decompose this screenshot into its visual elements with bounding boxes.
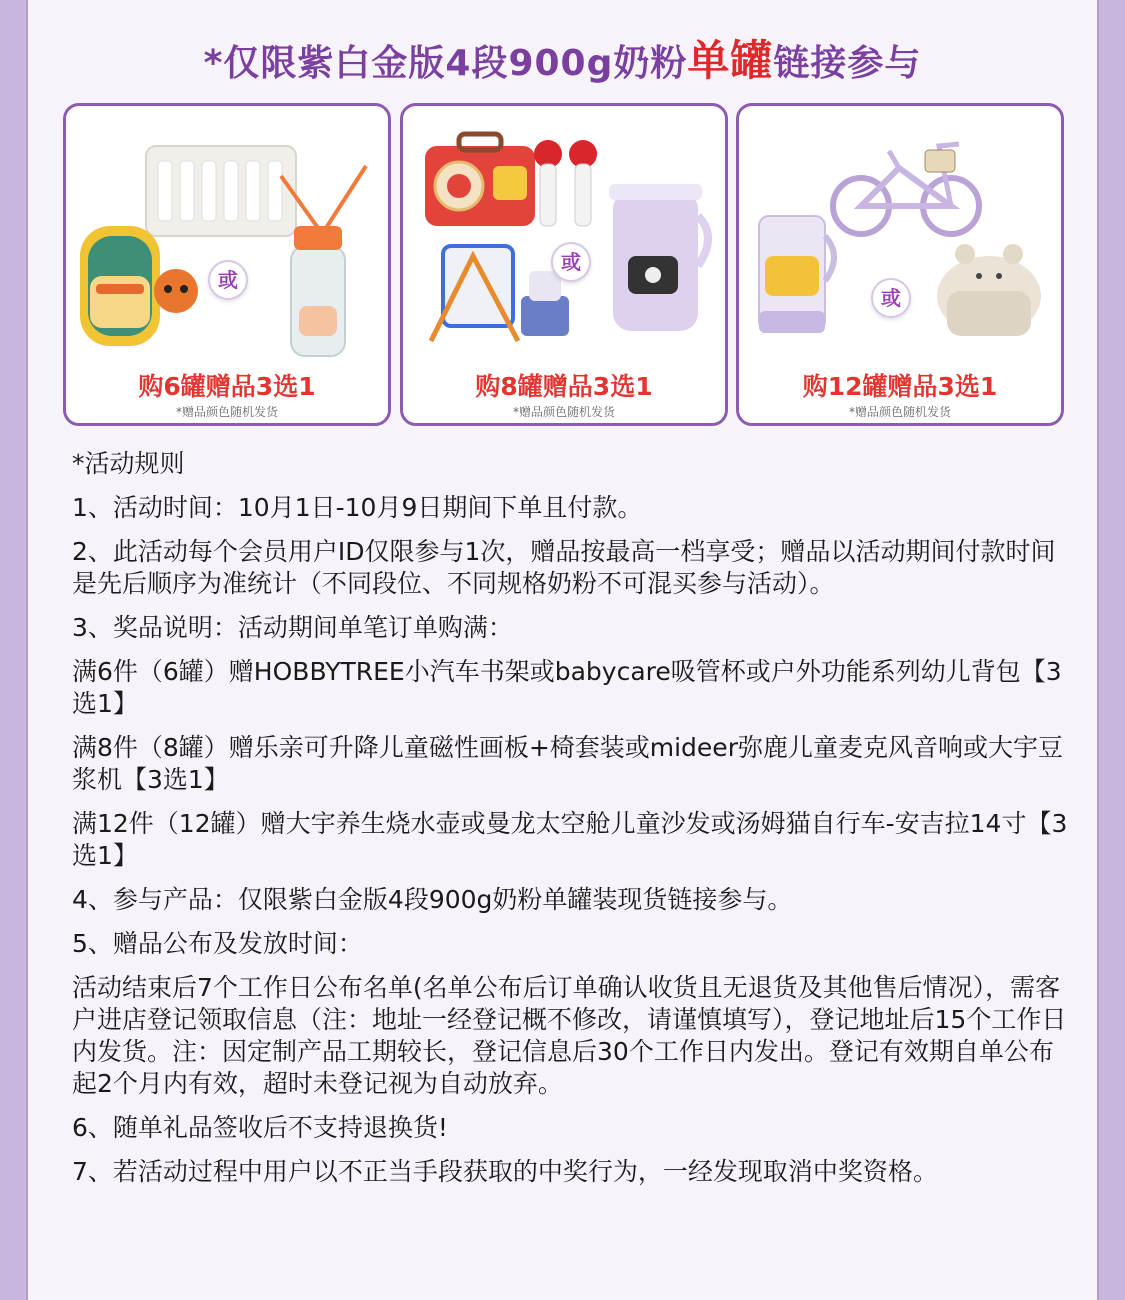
gift-card-8[interactable] <box>400 103 728 426</box>
rule-item: 满12件（12罐）赠大宇养生烧水壶或曼龙太空舱儿童沙发或汤姆猫自行车-安吉拉14寸【3选1】 <box>72 809 1068 870</box>
card-title: 购12罐赠品3选1 <box>802 372 998 401</box>
backpack-cup-shelf-image <box>66 106 388 366</box>
rules-title: *活动规则 <box>72 449 185 478</box>
page-title <box>0 28 1125 88</box>
or-badge: 或 <box>208 260 248 300</box>
card-title: 购8罐赠品3选1 <box>475 372 653 401</box>
title-suffix: 链接参与 <box>773 43 922 84</box>
or-badge: 或 <box>551 242 591 282</box>
rule-item: 活动结束后7个工作日公布名单(名单公布后订单确认收货且无退货及其他售后情况），需客户进店登记领取信息（注：地址一经登记概不修改，请谨慎填写），登记地址后15个工作日内发货。注：因定制产品工期较长，登记信息后30个工作日内发出。登记有效期自单公布起2个月内有效，超时未登记视为自动放弃。 <box>72 973 1067 1098</box>
rule-item: 3、奖品说明：活动期间单笔订单购满： <box>72 613 513 642</box>
card-note: *赠品颜色随机发货 <box>175 405 278 419</box>
rule-item: 满8件（8罐）赠乐亲可升降儿童磁性画板+椅套装或mideer弥鹿儿童麦克风音响或大宇豆浆机【3选1】 <box>72 733 1063 794</box>
gift-card-6[interactable] <box>63 103 391 426</box>
card-note: *赠品颜色随机发货 <box>512 405 615 419</box>
or-badge: 或 <box>871 278 911 318</box>
rule-item: 7、若活动过程中用户以不正当手段获取的中奖行为，一经发现取消中奖资格。 <box>72 1157 938 1186</box>
card-note: *赠品颜色随机发货 <box>848 405 951 419</box>
title-prefix: *仅限紫白金版4段900g奶粉 <box>203 43 688 84</box>
gift-card-12[interactable] <box>736 103 1064 426</box>
rule-item: 6、随单礼品签收后不支持退换货! <box>72 1113 448 1142</box>
rule-item: 4、参与产品：仅限紫白金版4段900g奶粉单罐装现货链接参与。 <box>72 885 793 914</box>
rule-item: 满6件（6罐）赠HOBBYTREE小汽车书架或babycare吸管杯或户外功能系列幼儿背包【3选1】 <box>72 657 1062 718</box>
card-title: 购6罐赠品3选1 <box>138 372 316 401</box>
speaker-drawing-board-soymilk-image <box>403 106 725 366</box>
rules-section <box>72 448 1072 1200</box>
rule-item: 5、赠品公布及发放时间： <box>72 929 363 958</box>
gift-cards <box>63 103 1066 428</box>
rule-item: 2、此活动每个会员用户ID仅限参与1次，赠品按最高一档享受；赠品以活动期间付款时间是先后顺序为准统计（不同段位、不同规格奶粉不可混买参与活动）。 <box>72 537 1056 598</box>
rule-item: 1、活动时间：10月1日-10月9日期间下单且付款。 <box>72 493 643 522</box>
title-highlight: 单罐 <box>687 36 774 85</box>
kettle-bike-sofa-image <box>739 106 1061 366</box>
